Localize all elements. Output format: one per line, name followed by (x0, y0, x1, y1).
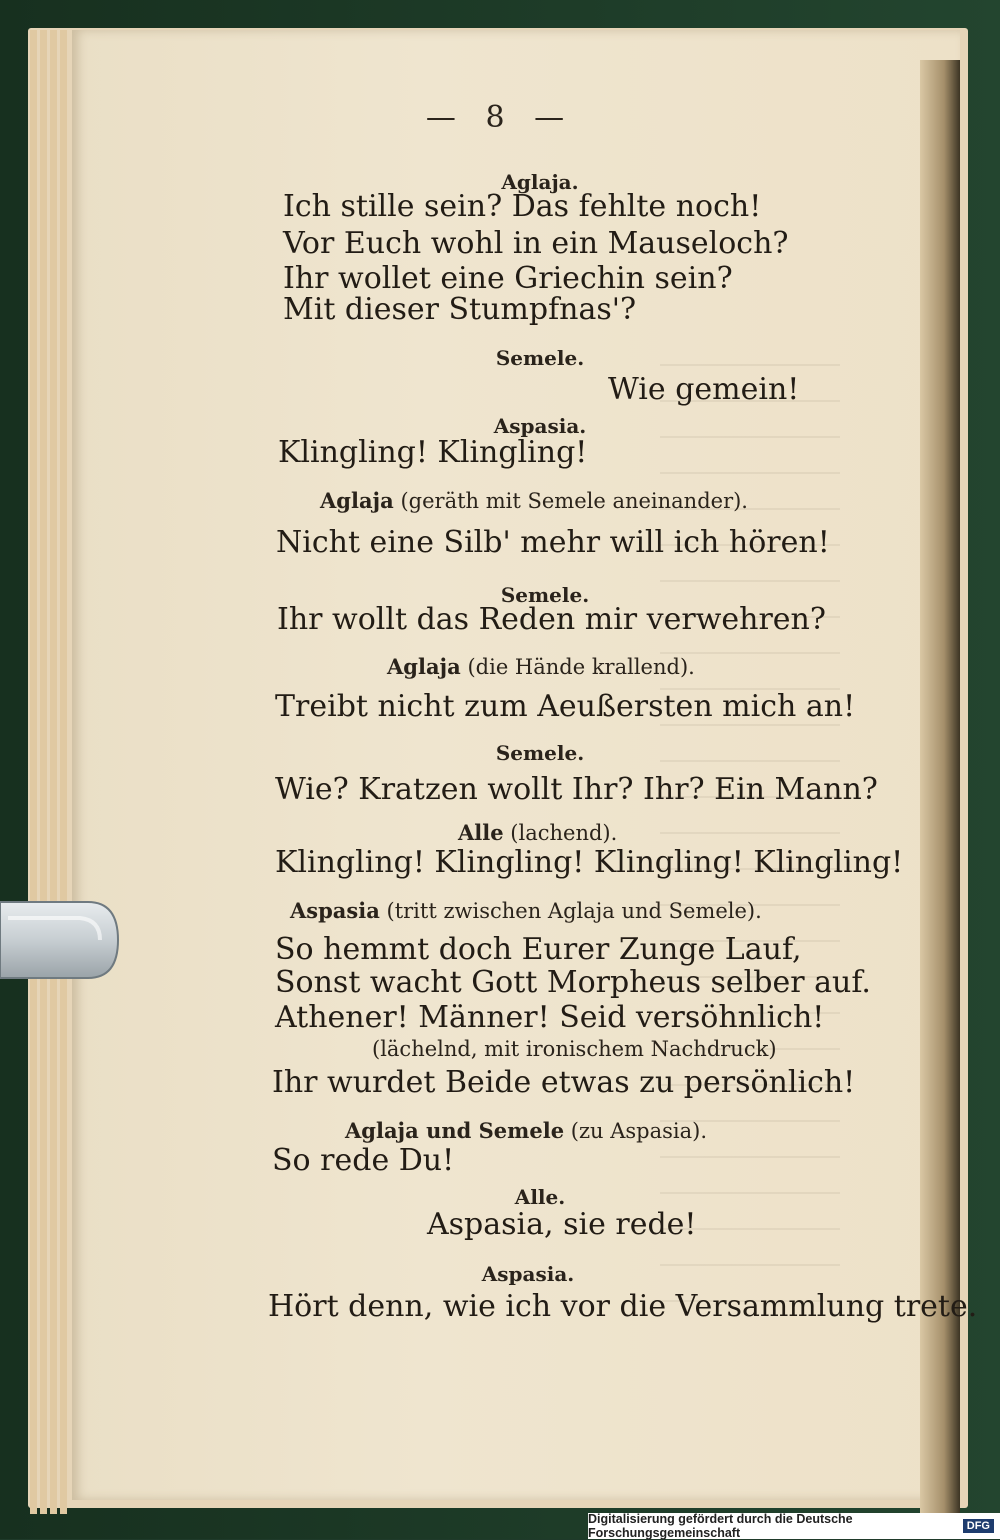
speaker-name: Aglaja. (501, 170, 579, 194)
dialogue-line: Ich stille sein? Das fehlte noch! (283, 189, 762, 224)
dialogue-line: Sonst wacht Gott Morpheus selber auf. (275, 965, 871, 1000)
stage-speaker: Alle (458, 820, 504, 845)
speaker-name: Alle. (514, 1185, 566, 1209)
stage-direction-text: (lachend). (510, 821, 618, 845)
footer-text: Digitalisierung gefördert durch die Deutsche Forschungsgemeinschaft (588, 1512, 853, 1540)
page-edge (50, 30, 57, 1514)
dialogue-line: Ihr wollet eine Griechin sein? (283, 261, 733, 296)
dialogue-line: Wie? Kratzen wollt Ihr? Ihr? Ein Mann? (275, 772, 878, 807)
stage-direction-text: (zu Aspasia). (570, 1119, 707, 1143)
dialogue-line: Athener! Männer! Seid versöhnlich! (275, 1000, 825, 1035)
stage-speaker: Aspasia (290, 898, 380, 923)
dfg-logo: DFG (963, 1519, 994, 1533)
dialogue-line: So hemmt doch Eurer Zunge Lauf, (275, 932, 802, 967)
speaker-name: Semele. (495, 346, 585, 370)
dialogue-line: Vor Euch wohl in ein Mauseloch? (283, 226, 789, 261)
stage-direction (387, 654, 695, 679)
speaker-name: Semele. (500, 583, 590, 607)
bleed-through-text (660, 330, 840, 1310)
stage-direction (320, 488, 748, 513)
dialogue-line: Aspasia, sie rede! (427, 1207, 697, 1242)
dialogue-line: Klingling! Klingling! Klingling! Klingling! (275, 845, 904, 880)
dialogue-line: Nicht eine Silb' mehr will ich hören! (276, 525, 830, 560)
speaker-name: Aspasia. (481, 1262, 575, 1286)
stage-direction (290, 898, 762, 923)
page-clip-tab (0, 898, 120, 982)
stage-direction-text: (tritt zwischen Aglaja und Semele). (386, 899, 762, 923)
dialogue-line: Mit dieser Stumpfnas'? (283, 292, 637, 327)
dialogue-line: So rede Du! (272, 1143, 455, 1178)
dialogue-line: Klingling! Klingling! (278, 435, 588, 470)
page-edge (30, 30, 37, 1514)
dialogue-line: Treibt nicht zum Aeußersten mich an! (275, 689, 856, 724)
dialogue-line: Ihr wurdet Beide etwas zu persönlich! (272, 1065, 856, 1100)
page-edge (40, 30, 47, 1514)
page-edge (60, 30, 67, 1514)
stage-direction-text: (die Hände krallend). (467, 655, 695, 679)
page-number: — 8 — (425, 100, 575, 135)
stage-speaker: Aglaja (387, 654, 461, 679)
footer-credit (588, 1513, 1000, 1539)
stage-direction (345, 1118, 707, 1143)
stage-direction (372, 1037, 777, 1061)
stage-direction-text: (lächelnd, mit ironischem Nachdruck) (372, 1037, 777, 1061)
dialogue-line: Hört denn, wie ich vor die Versammlung trete. (268, 1289, 978, 1324)
speaker-name: Semele. (495, 741, 585, 765)
stage-direction (458, 820, 617, 845)
dialogue-line: Wie gemein! (608, 372, 800, 407)
stage-direction-text: (geräth mit Semele aneinander). (400, 489, 748, 513)
speaker-name: Aspasia. (493, 414, 587, 438)
stage-speaker: Aglaja und Semele (345, 1118, 565, 1143)
dialogue-line: Ihr wollt das Reden mir verwehren? (277, 602, 826, 637)
stage-speaker: Aglaja (320, 488, 394, 513)
